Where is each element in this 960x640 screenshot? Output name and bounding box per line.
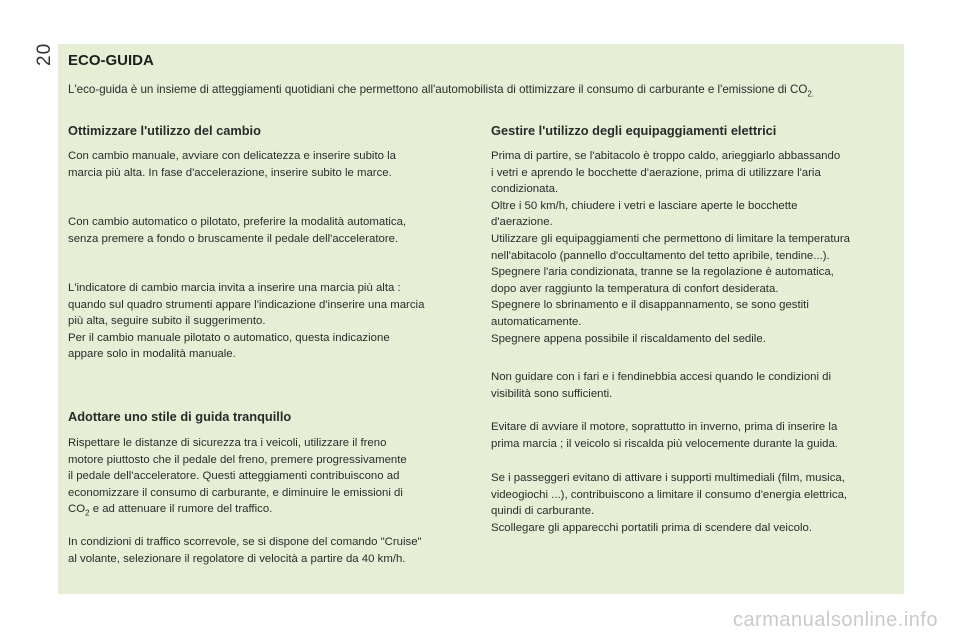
- eco-guide-panel: [58, 44, 904, 594]
- electrical-paragraph-engine: Evitare di avviare il motore, soprattutto in inverno, prima di inserire la prima marcia ; il veicolo si riscalda più velocemente durante la guida.: [491, 421, 838, 450]
- intro-subscript: 2.: [807, 89, 815, 99]
- driving-style-text: Rispettare le distanze di sicurezza tra i veicoli, utilizzare il freno motore piuttosto che il pedale del freno, premere progressivamente il pedale dell'acceleratore. Questi atteggiamenti contribuiscono ad economizzare il consumo di carburante, e diminuire le emissioni di CO: [68, 437, 407, 516]
- gearbox-paragraph-automatic: Con cambio automatico o pilotato, preferire la modalità automatica, senza premere a fondo o bruscamente il pedale dell'acceleratore.: [68, 216, 407, 245]
- gearbox-paragraph-indicator: L'indicatore di cambio marcia invita a inserire una marcia più alta : quando sul quadro strumenti appare l'indicazione d'inserire una marcia più alta, seguire subito il suggerimento. Per il cambio manuale pilotato o automatico, questa indicazione appare solo in modalità manuale.: [68, 282, 425, 361]
- electrical-paragraph-multimedia: Se i passeggeri evitano di attivare i supporti multimediali (film, musica, videogiochi ...), contribuiscono a limitare il consumo d'energia elettrica, quindi di carburante. Scollegare gli apparecchi portatili prima di scendere dal veicolo.: [491, 472, 848, 534]
- driving-style-text-end: e ad attenuare il rumore del traffico.: [89, 503, 273, 516]
- heading-driving-style: Adottare uno stile di guida tranquillo: [68, 409, 292, 424]
- page-number: 20: [34, 42, 55, 66]
- intro-text: L'eco-guida è un insieme di atteggiamenti quotidiani che permettono all'automobilista di ottimizzare il consumo di carburante e l'emissione di CO: [68, 83, 808, 96]
- driving-style-paragraph: [68, 435, 407, 522]
- electrical-paragraph-main: Prima di partire, se l'abitacolo è troppo caldo, arieggiarlo abbassando i vetri e aprendo le bocchette d'aerazione, prima di utilizzare l'aria condizionata. Oltre i 50 km/h, chiudere i vetri e lasciare aperte le bocchette d'aerazione. Utilizzare gli equipaggiamenti che permettono di limitare la temperatura nell'abitacolo (pannello d'occultamento del tetto apribile, tendine...). Spegnere l'aria condizionata, tranne se la regolazione è automatica, dopo aver raggiunto la temperatura di confort desiderata. Spegnere lo sbrinamento e il disappannamento, se sono gestiti automaticamente. Spegnere appena possibile il riscaldamento del sedile.: [491, 150, 850, 345]
- intro-paragraph: [68, 82, 898, 102]
- heading-gearbox: Ottimizzare l'utilizzo del cambio: [68, 123, 261, 138]
- driving-style-subscript: 2: [85, 508, 90, 518]
- cruise-paragraph: In condizioni di traffico scorrevole, se si dispone del comando "Cruise" al volante, selezionare il regolatore di velocità a partire da 40 km/h.: [68, 536, 422, 565]
- heading-electrical: Gestire l'utilizzo degli equipaggiamenti elettrici: [491, 123, 777, 138]
- page-title: ECO-GUIDA: [68, 52, 154, 69]
- electrical-paragraph-lights: Non guidare con i fari e i fendinebbia accesi quando le condizioni di visibilità sono sufficienti.: [491, 371, 832, 400]
- gearbox-paragraph-manual: Con cambio manuale, avviare con delicatezza e inserire subito la marcia più alta. In fase d'accelerazione, inserire subito le marce.: [68, 150, 396, 179]
- watermark: carmanualsonline.info: [732, 609, 938, 631]
